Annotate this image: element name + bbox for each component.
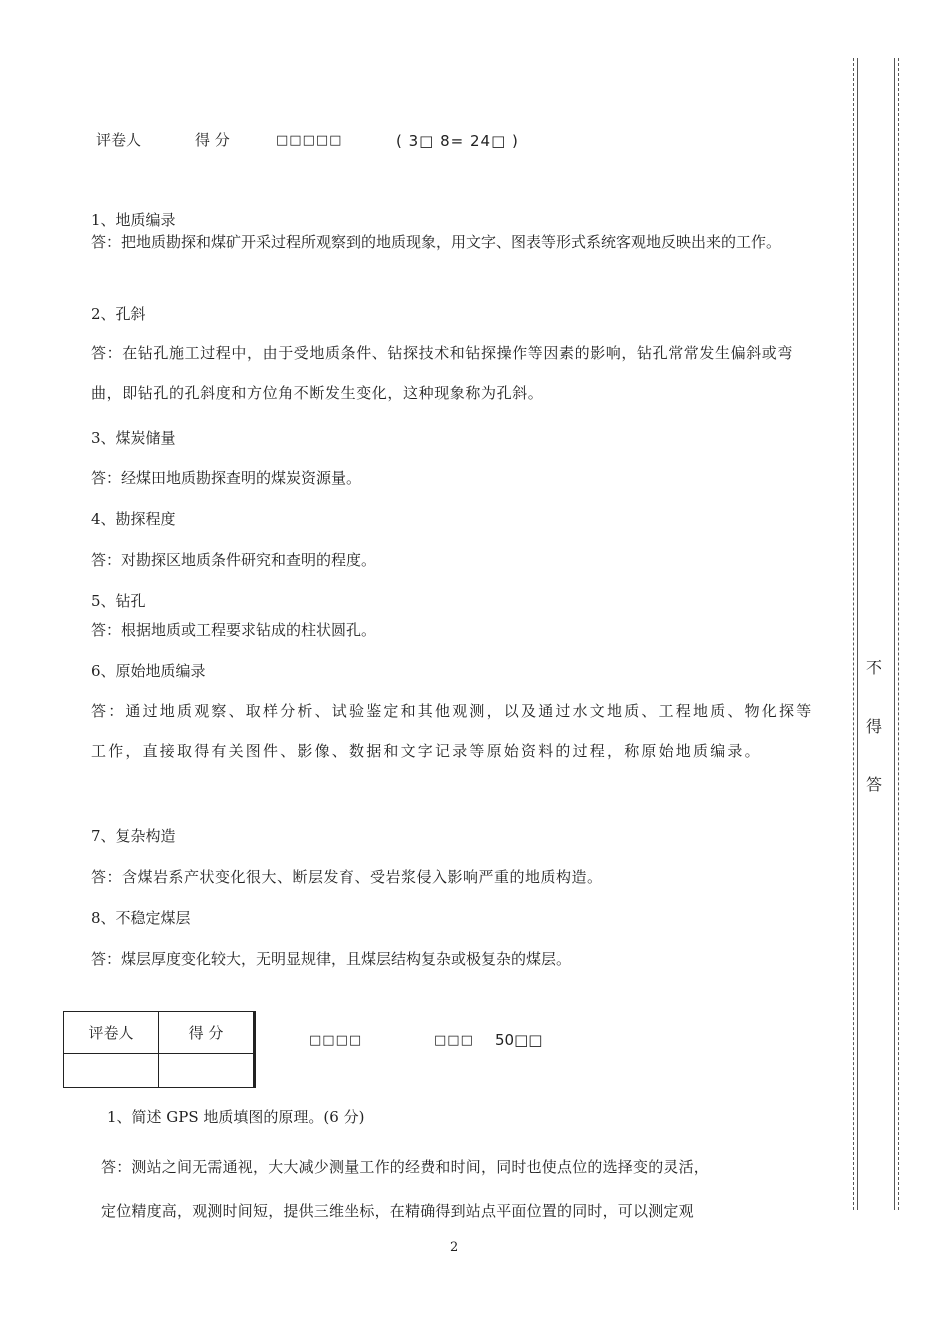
score-table-grader-label: 评卷人 bbox=[64, 1012, 159, 1054]
item-answer-4: 答：对勘探区地质条件研究和查明的程度。 bbox=[91, 551, 377, 569]
score-table bbox=[63, 1011, 256, 1088]
item-title-1: 1、地质编录 bbox=[91, 211, 176, 229]
item-answer-7: 答：含煤岩系产状变化很大、断层发育、受岩浆侵入影响严重的地质构造。 bbox=[91, 868, 603, 886]
binding-margin-frame bbox=[853, 58, 899, 1210]
score-table-score-label: 得 分 bbox=[159, 1012, 255, 1054]
score-table-score-cell[interactable] bbox=[159, 1054, 255, 1088]
item-title-4: 4、勘探程度 bbox=[91, 510, 176, 528]
item-title-7: 7、复杂构造 bbox=[91, 827, 176, 845]
item-answer-5: 答：根据地质或工程要求钻成的柱状圆孔。 bbox=[91, 621, 377, 639]
question-answer-1-line2: 定位精度高，观测时间短，提供三维坐标，在精确得到站点平面位置的同时，可以测定观 bbox=[101, 1202, 694, 1220]
page-number: 2 bbox=[450, 1240, 459, 1255]
item-title-5: 5、钻孔 bbox=[91, 592, 146, 610]
item-answer-3: 答：经煤田地质勘探查明的煤炭资源量。 bbox=[91, 469, 362, 487]
section2-points-prefix: □□□ bbox=[434, 1033, 474, 1048]
item-title-8: 8、不稳定煤层 bbox=[91, 909, 191, 927]
section-points: ( 3□ 8= 24□ ) bbox=[396, 132, 519, 150]
item-answer-1: 答：把地质勘探和煤矿开采过程所观察到的地质现象，用文字、图表等形式系统客观地反映出来的工作。 bbox=[91, 233, 782, 251]
section2-title: □□□□ bbox=[309, 1033, 363, 1048]
score-table-grader-cell[interactable] bbox=[64, 1054, 159, 1088]
score-label: 得 分 bbox=[195, 131, 230, 149]
item-answer-6: 答：通过地质观察、取样分析、试验鉴定和其他观测，以及通过水文地质、工程地质、物化探等工作，直接取得有关图件、影像、数据和文字记录等原始资料的过程，称原始地质编录。 bbox=[91, 702, 814, 760]
side-text-char-3: 答 bbox=[866, 775, 883, 794]
item-title-3: 3、煤炭储量 bbox=[91, 429, 176, 447]
grader-label: 评卷人 bbox=[96, 131, 142, 149]
item-title-2: 2、孔斜 bbox=[91, 305, 146, 323]
side-text-char-1: 不 bbox=[866, 658, 883, 677]
section-title: □□□□□ bbox=[276, 133, 343, 148]
item-answer-2: 答：在钻孔施工过程中，由于受地质条件、钻探技术和钻探操作等因素的影响，钻孔常常发生偏斜或弯曲，即钻孔的孔斜度和方位角不断发生变化，这种现象称为孔斜。 bbox=[91, 344, 794, 402]
side-text-char-2: 得 bbox=[866, 717, 883, 736]
question-answer-1-line1: 答：测站之间无需通视，大大减少测量工作的经费和时间，同时也使点位的选择变的灵活， bbox=[101, 1158, 710, 1176]
question-title-1: 1、简述 GPS 地质填图的原理。(6 分) bbox=[107, 1108, 365, 1126]
section2-points: 50□□ bbox=[495, 1031, 543, 1049]
item-answer-8: 答：煤层厚度变化较大，无明显规律，且煤层结构复杂或极复杂的煤层。 bbox=[91, 950, 572, 968]
item-title-6: 6、原始地质编录 bbox=[91, 662, 206, 680]
